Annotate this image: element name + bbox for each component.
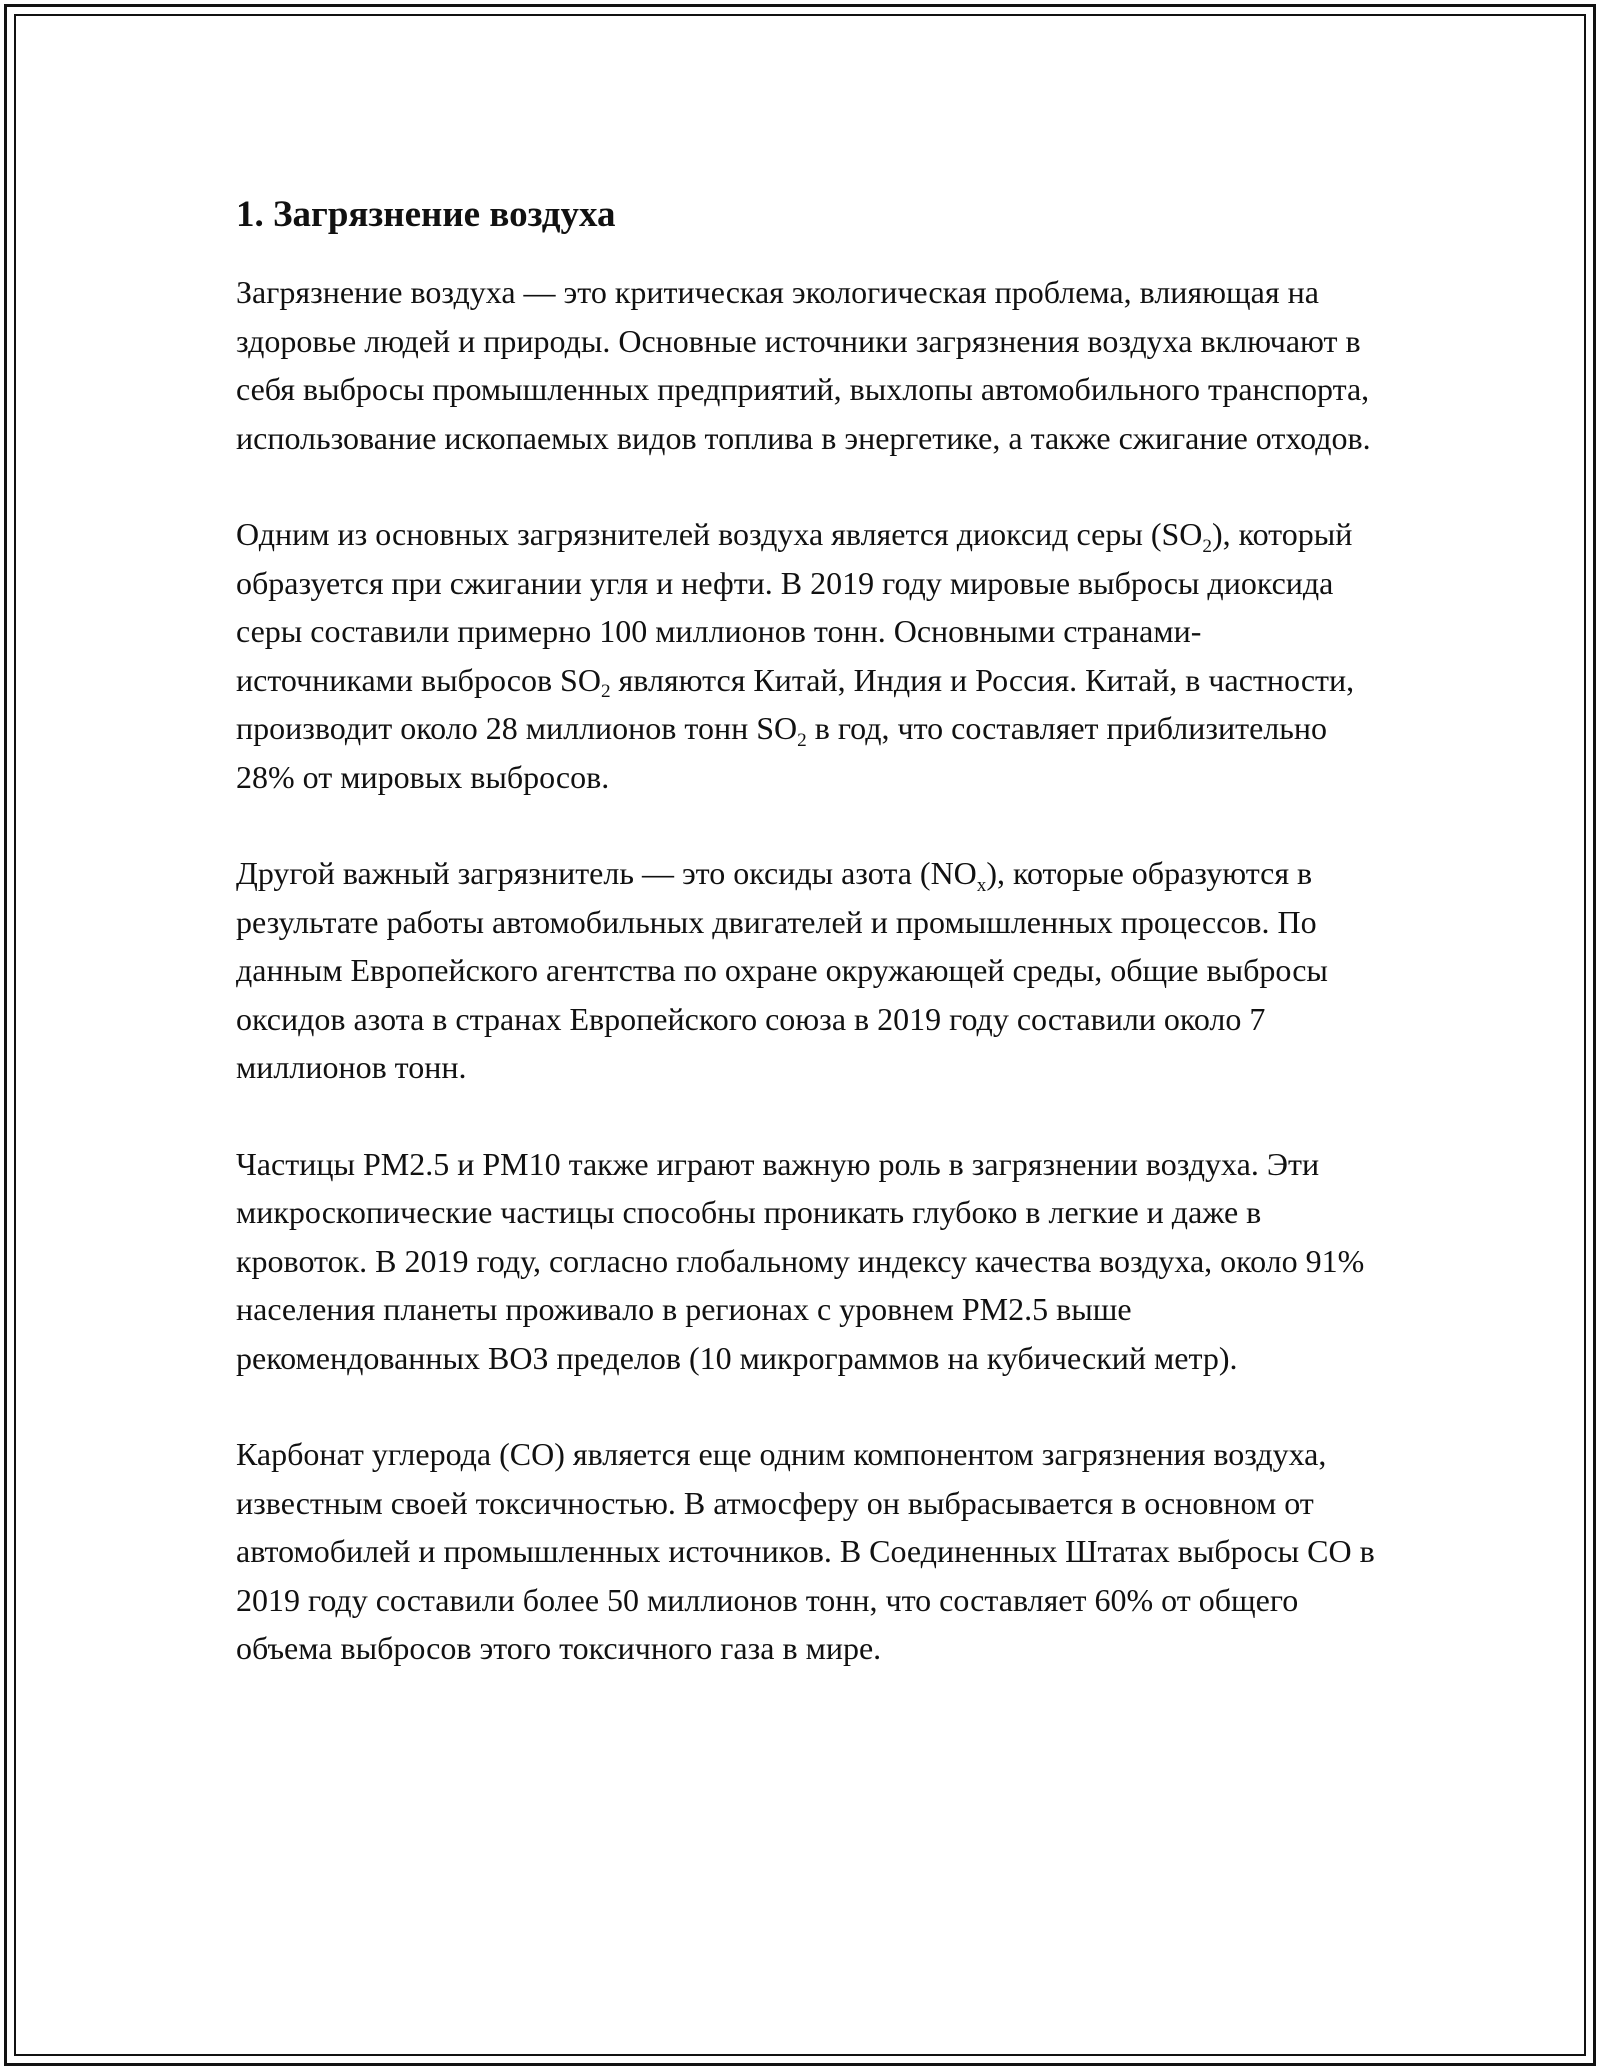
subscript: x (976, 874, 987, 896)
text-run: ), который образуется при сжигании угля и нефти. В 2019 году мировые выбросы диоксида серы составили примерно 100 миллионов тонн. Основными странами-источниками выбросов SO (236, 516, 1353, 698)
paragraph-carbon-monoxide: Карбонат углерода (CO) является еще одним компонентом загрязнения воздуха, известным своей токсичностью. В атмосферу он выбрасывается в основном от автомобилей и промышленных источников. В Соединенных Штатах выбросы CO в 2019 году составили более 50 миллионов тонн, что составляет 60% от общего объема выбросов этого токсичного газа в мире. (236, 1436, 1375, 1666)
subscript: 2 (1202, 535, 1212, 557)
text-run: Другой важный загрязнитель — это оксиды азота (NO (236, 855, 977, 891)
paragraph-intro: Загрязнение воздуха — это критическая экологическая проблема, влияющая на здоровье людей и природы. Основные источники загрязнения воздуха включают в себя выбросы промышленных предприятий, выхлопы автомобильного транспорта, использование ископаемых видов топлива в энергетике, а также сжигание отходов. (236, 274, 1371, 456)
subscript: 2 (797, 729, 807, 751)
text-run: ), которые образуются в результате работы автомобильных двигателей и промышленных процессов. По данным Европейского агентства по охране окружающей среды, общие выбросы оксидов азота в странах Европейского союза в 2019 году составили около 7 миллионов тонн. (236, 855, 1328, 1085)
section-title: 1. Загрязнение воздуха (236, 194, 616, 235)
text-run: в год, что составляет приблизительно 28% от мировых выбросов. (236, 710, 1327, 795)
text-run: Одним из основных загрязнителей воздуха является диоксид серы (SO (236, 516, 1203, 552)
text-run: являются Китай, Индия и Россия. Китай, в частности, производит около 28 миллионов тонн SO (236, 661, 1355, 746)
subscript: 2 (600, 681, 611, 703)
paragraph-sulfur-dioxide (236, 510, 1376, 801)
paragraph-particulate-matter: Частицы PM2.5 и PM10 также играют важную роль в загрязнении воздуха. Эти микроскопические частицы способны проникать глубоко в легкие и даже в кровоток. В 2019 году, согласно глобальному индексу качества воздуха, около 91% населения планеты проживало в регионах с уровнем PM2.5 выше рекомендованных ВОЗ пределов (10 микрограммов на кубический метр). (236, 1145, 1365, 1376)
document-body (236, 186, 1376, 1721)
paragraph-nitrogen-oxides (236, 849, 1376, 1092)
